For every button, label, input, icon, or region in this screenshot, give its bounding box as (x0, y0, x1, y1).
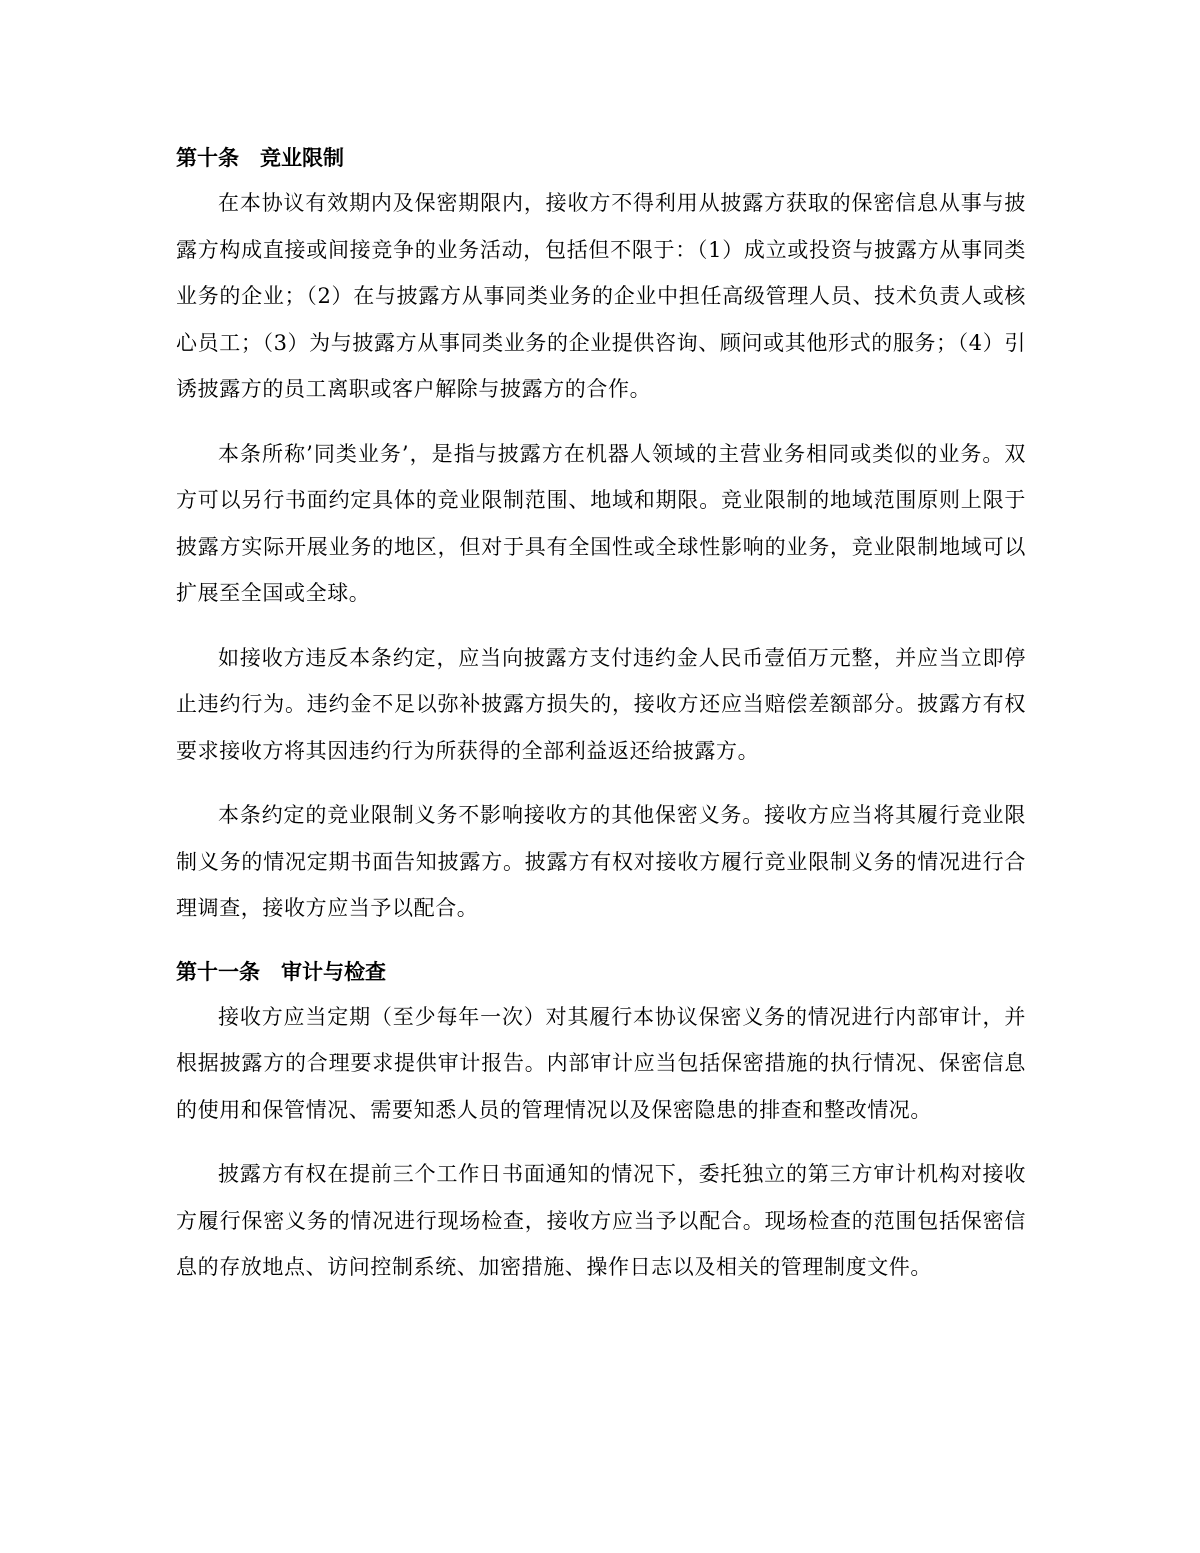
paragraph: 在本协议有效期内及保密期限内，接收方不得利用从披露方获取的保密信息从事与披露方构成直接或间接竞争的业务活动，包括但不限于：（1）成立或投资与披露方从事同类业务的企业；（2）在与披露方从事同类业务的企业中担任高级管理人员、技术负责人或核心员工；（3）为与披露方从事同类业务的企业提供咨询、顾问或其他形式的服务；（4）引诱披露方的员工离职或客户解除与披露方的合作。 (176, 191, 1026, 401)
paragraph: 本条约定的竞业限制义务不影响接收方的其他保密义务。接收方应当将其履行竞业限制义务的情况定期书面告知披露方。披露方有权对接收方履行竞业限制义务的情况进行合理调查，接收方应当予以配合。 (176, 803, 1026, 920)
paragraph: 披露方有权在提前三个工作日书面通知的情况下，委托独立的第三方审计机构对接收方履行保密义务的情况进行现场检查，接收方应当予以配合。现场检查的范围包括保密信息的存放地点、访问控制系统、加密措施、操作日志以及相关的管理制度文件。 (176, 1162, 1026, 1279)
section-heading-article-10: 第十条 竞业限制 (176, 146, 344, 170)
document-page (176, 136, 1026, 1291)
paragraph: 本条所称’同类业务’，是指与披露方在机器人领域的主营业务相同或类似的业务。双方可以另行书面约定具体的竞业限制范围、地域和期限。竞业限制的地域范围原则上限于披露方实际开展业务的地区，但对于具有全国性或全球性影响的业务，竞业限制地域可以扩展至全国或全球。 (176, 441, 1026, 605)
paragraph: 接收方应当定期（至少每年一次）对其履行本协议保密义务的情况进行内部审计，并根据披露方的合理要求提供审计报告。内部审计应当包括保密措施的执行情况、保密信息的使用和保管情况、需要知悉人员的管理情况以及保密隐患的排查和整改情况。 (176, 1004, 1026, 1122)
paragraph: 如接收方违反本条约定，应当向披露方支付违约金人民币壹佰万元整，并应当立即停止违约行为。违约金不足以弥补披露方损失的，接收方还应当赔偿差额部分。披露方有权要求接收方将其因违约行为所获得的全部利益返还给披露方。 (176, 645, 1026, 763)
section-heading-article-11: 第十一条 审计与检查 (176, 959, 386, 984)
